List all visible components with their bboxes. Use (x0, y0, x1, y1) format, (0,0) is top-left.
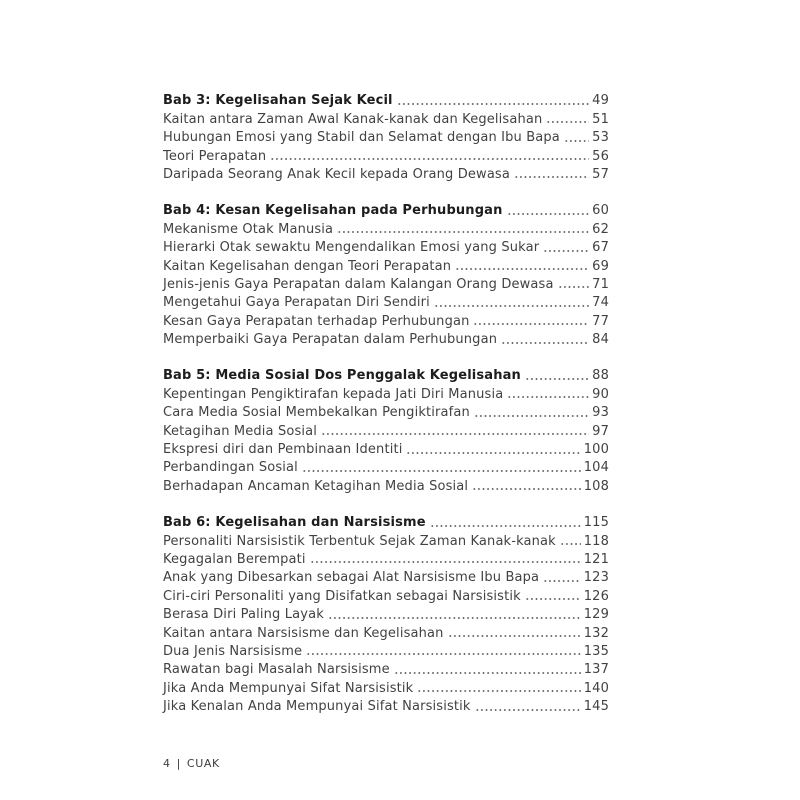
footer-book-title: CUAK (186, 757, 220, 770)
dot-leader (430, 523, 581, 528)
dot-leader (434, 303, 589, 308)
toc-entry-page-number: 90 (592, 386, 609, 402)
toc-entry-title: Hierarki Otak sewaktu Mengendalikan Emosi yang Sukar (163, 240, 540, 256)
dot-leader (397, 101, 589, 106)
toc-entry-page-number: 132 (583, 625, 609, 641)
toc-entry-title: Kepentingan Pengiktirafan kepada Jati Diri Manusia (163, 386, 504, 402)
dot-leader (525, 376, 589, 381)
toc-chapter-title: Bab 5: Media Sosial Dos Penggalak Kegelisahan (163, 368, 521, 384)
toc-entry-title: Ciri-ciri Personaliti yang Disifatkan sebagai Narsisistik (163, 588, 521, 604)
toc-entry-row (163, 255, 609, 273)
toc-entry-page-number: 93 (592, 405, 609, 421)
toc-entry-title: Hubungan Emosi yang Stabil dan Selamat dengan Ibu Bapa (163, 130, 560, 146)
toc-entry-page-number: 104 (583, 460, 609, 476)
dot-leader (455, 266, 589, 271)
dot-leader (306, 651, 581, 656)
toc-entry-title: Rawatan bagi Masalah Narsisisme (163, 662, 390, 678)
toc-entry-page-number: 118 (583, 533, 609, 549)
toc-entry-row (163, 696, 609, 714)
dot-leader (417, 688, 580, 693)
toc-chapter-page-number: 115 (583, 515, 609, 531)
toc-entry-title: Mengetahui Gaya Perapatan Diri Sendiri (163, 295, 430, 311)
toc-entry-page-number: 129 (583, 607, 609, 623)
dot-leader (514, 174, 589, 179)
dot-leader (394, 670, 581, 675)
toc-entry-page-number: 140 (583, 680, 609, 696)
toc-entry-page-number: 84 (592, 332, 609, 348)
toc-chapter-title: Bab 4: Kesan Kegelisahan pada Perhubungan (163, 203, 503, 219)
dot-leader (321, 431, 589, 436)
toc-entry-title: Kaitan antara Narsisisme dan Kegelisahan (163, 625, 444, 641)
toc-section (163, 512, 609, 714)
toc-entry-page-number: 51 (592, 111, 609, 127)
toc-chapter-page-number: 49 (592, 93, 609, 109)
dot-leader (270, 156, 589, 161)
page-footer (163, 757, 220, 770)
toc-entry-title: Ekspresi diri dan Pembinaan Identiti (163, 442, 403, 458)
toc-entry-row (163, 310, 609, 328)
toc-entry-row (163, 292, 609, 310)
toc-entry-row (163, 457, 609, 475)
toc-entry-row (163, 383, 609, 401)
dot-leader (560, 541, 581, 546)
toc-chapter-row (163, 200, 609, 218)
dot-leader (448, 633, 581, 638)
toc-entry-title: Dua Jenis Narsisisme (163, 643, 303, 659)
toc-entry-page-number: 56 (592, 148, 609, 164)
toc-entry-page-number: 123 (583, 570, 609, 586)
toc-entry-page-number: 126 (583, 588, 609, 604)
toc-entry-title: Kegagalan Berempati (163, 551, 306, 567)
footer-page-number: 4 (163, 757, 171, 770)
toc-entry-page-number: 77 (592, 313, 609, 329)
toc-entry-row (163, 237, 609, 255)
toc-entry-page-number: 71 (592, 276, 609, 292)
toc-entry-row (163, 218, 609, 236)
toc-entry-row (163, 402, 609, 420)
dot-leader (546, 119, 589, 124)
toc-chapter-row (163, 512, 609, 530)
toc-entry-page-number: 53 (592, 130, 609, 146)
toc-entry-page-number: 121 (583, 551, 609, 567)
toc-section (163, 90, 609, 182)
toc-entry-page-number: 57 (592, 166, 609, 182)
toc-entry-title: Kaitan antara Zaman Awal Kanak-kanak dan Kegelisahan (163, 111, 543, 127)
dot-leader (474, 413, 589, 418)
toc-entry-row (163, 585, 609, 603)
toc-entry-row (163, 108, 609, 126)
dot-leader (472, 486, 581, 491)
toc-entry-title: Kesan Gaya Perapatan terhadap Perhubungan (163, 313, 470, 329)
toc-entry-page-number: 62 (592, 221, 609, 237)
toc-entry-row (163, 567, 609, 585)
toc-entry-row (163, 604, 609, 622)
toc-entry-row (163, 439, 609, 457)
toc-section (163, 365, 609, 494)
toc-entry-row (163, 475, 609, 493)
toc-chapter-row (163, 365, 609, 383)
dot-leader (473, 321, 589, 326)
table-of-contents (163, 90, 609, 714)
dot-leader (543, 578, 581, 583)
toc-entry-title: Teori Perapatan (163, 148, 267, 164)
toc-entry-row (163, 659, 609, 677)
toc-entry-title: Jika Anda Mempunyai Sifat Narsisistik (163, 680, 414, 696)
toc-entry-page-number: 74 (592, 295, 609, 311)
dot-leader (501, 340, 589, 345)
toc-entry-title: Daripada Seorang Anak Kecil kepada Orang Dewasa (163, 166, 510, 182)
toc-entry-title: Berasa Diri Paling Layak (163, 607, 324, 623)
dot-leader (507, 211, 590, 216)
toc-entry-title: Ketagihan Media Sosial (163, 423, 318, 439)
dot-leader (337, 229, 589, 234)
dot-leader (406, 450, 580, 455)
toc-chapter-row (163, 90, 609, 108)
toc-entry-page-number: 100 (583, 442, 609, 458)
toc-section (163, 200, 609, 347)
toc-entry-title: Berhadapan Ancaman Ketagihan Media Sosial (163, 478, 469, 494)
toc-entry-page-number: 135 (583, 643, 609, 659)
toc-chapter-title: Bab 3: Kegelisahan Sejak Kecil (163, 93, 393, 109)
toc-entry-title: Anak yang Dibesarkan sebagai Alat Narsisisme Ibu Bapa (163, 570, 540, 586)
dot-leader (543, 248, 589, 253)
dot-leader (564, 138, 589, 143)
toc-entry-page-number: 97 (592, 423, 609, 439)
toc-entry-page-number: 137 (583, 662, 609, 678)
footer-divider: | (176, 757, 181, 770)
toc-entry-page-number: 108 (583, 478, 609, 494)
dot-leader (310, 559, 581, 564)
toc-chapter-page-number: 60 (592, 203, 609, 219)
toc-chapter-page-number: 88 (592, 368, 609, 384)
toc-entry-row (163, 274, 609, 292)
dot-leader (507, 394, 589, 399)
toc-entry-row (163, 549, 609, 567)
toc-entry-row (163, 329, 609, 347)
dot-leader (302, 468, 581, 473)
toc-entry-title: Cara Media Sosial Membekalkan Pengiktirafan (163, 405, 470, 421)
toc-entry-row (163, 530, 609, 548)
toc-entry-row (163, 164, 609, 182)
toc-chapter-title: Bab 6: Kegelisahan dan Narsisisme (163, 515, 426, 531)
dot-leader (328, 615, 581, 620)
toc-entry-row (163, 677, 609, 695)
toc-entry-title: Jika Kenalan Anda Mempunyai Sifat Narsisistik (163, 699, 471, 715)
dot-leader (475, 707, 581, 712)
toc-entry-row (163, 622, 609, 640)
dot-leader (558, 284, 590, 289)
toc-entry-title: Jenis-jenis Gaya Perapatan dalam Kalangan Orang Dewasa (163, 276, 554, 292)
toc-entry-row (163, 145, 609, 163)
toc-entry-title: Personaliti Narsisistik Terbentuk Sejak Zaman Kanak-kanak (163, 533, 556, 549)
toc-entry-title: Perbandingan Sosial (163, 460, 298, 476)
toc-entry-title: Kaitan Kegelisahan dengan Teori Perapatan (163, 258, 452, 274)
toc-entry-row (163, 641, 609, 659)
toc-entry-title: Mekanisme Otak Manusia (163, 221, 334, 237)
toc-entry-row (163, 420, 609, 438)
toc-entry-page-number: 145 (583, 699, 609, 715)
toc-entry-page-number: 67 (592, 240, 609, 256)
toc-entry-title: Memperbaiki Gaya Perapatan dalam Perhubungan (163, 332, 498, 348)
toc-entry-row (163, 127, 609, 145)
dot-leader (525, 596, 581, 601)
toc-entry-page-number: 69 (592, 258, 609, 274)
